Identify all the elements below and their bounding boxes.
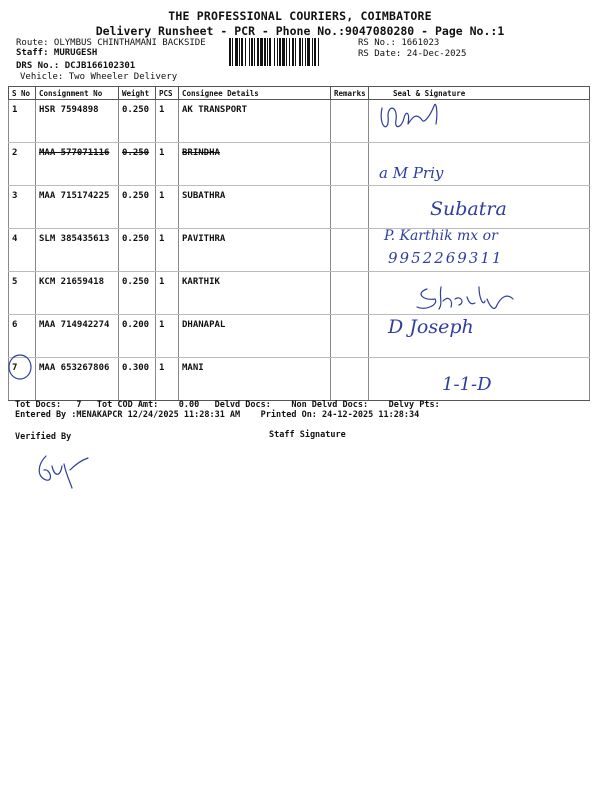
barcode-bar [277, 38, 278, 66]
cell-remarks [331, 358, 369, 401]
barcode-bar [292, 38, 294, 66]
col-weight: Weight [119, 87, 156, 100]
cell-sno: 5 [9, 272, 36, 315]
cell-sno: 3 [9, 186, 36, 229]
cell-pcs: 1 [156, 100, 179, 143]
cell-remarks [331, 229, 369, 272]
cell-sno: 4 [9, 229, 36, 272]
barcode-bar [289, 38, 290, 66]
cell-weight: 0.200 [119, 315, 156, 358]
cell-remarks [331, 143, 369, 186]
barcode-bar [282, 38, 285, 66]
staff-signature-label: Staff Signature [269, 430, 346, 440]
barcode-bar [299, 38, 301, 66]
table-header-row [9, 87, 590, 100]
cell-consignee: BRINDHA [179, 143, 331, 186]
cell-pcs: 1 [156, 186, 179, 229]
cell-weight: 0.250 [119, 186, 156, 229]
col-pcs: PCS [156, 87, 179, 100]
barcode-bar [295, 38, 296, 66]
cell-consignment: MAA 715174225 [36, 186, 119, 229]
handwriting-row3: Subatra [430, 198, 507, 220]
company-title: THE PROFESSIONAL COURIERS, COIMBATORE [168, 9, 432, 23]
barcode-bar [312, 38, 313, 66]
handwriting-row7: 1-1-D [442, 374, 492, 395]
cell-remarks [331, 315, 369, 358]
barcode-bar [302, 38, 303, 66]
barcode-bar [269, 38, 271, 66]
circle-mark-row7 [6, 352, 36, 382]
cell-sno: 6 [9, 315, 36, 358]
cell-consignment: SLM 385435613 [36, 229, 119, 272]
cell-sno: 7 [9, 358, 36, 401]
barcode-bar [305, 38, 306, 66]
vehicle-label: Vehicle: Two Wheeler Delivery [20, 72, 178, 82]
barcode-bar [286, 38, 287, 66]
barcode-bar [307, 38, 310, 66]
cell-remarks [331, 100, 369, 143]
table-row [9, 100, 590, 143]
rs-date: RS Date: 24-Dec-2025 [358, 49, 467, 59]
cell-consignment: KCM 21659418 [36, 272, 119, 315]
barcode [229, 38, 353, 66]
barcode-bar [267, 38, 268, 66]
verified-by-label: Verified By [15, 432, 72, 442]
col-signature: Seal & Signature [369, 87, 590, 100]
drs-number: DRS No.: DCJB166102301 [16, 61, 136, 71]
cell-remarks [331, 272, 369, 315]
table-row [9, 143, 590, 186]
cell-remarks [331, 186, 369, 229]
barcode-bar [279, 38, 281, 66]
handwriting-row4-name: P. Karthik mx or [384, 228, 498, 244]
rs-number: RS No.: 1661023 [358, 38, 440, 48]
cell-weight: 0.250 [119, 143, 156, 186]
entered-line: Entered By :MENAKAPCR 12/24/2025 11:28:31 AM Printed On: 24-12-2025 11:28:34 [15, 410, 420, 420]
col-sno: S No [9, 87, 36, 100]
handwriting-row4-phone: 9952269311 [388, 249, 504, 267]
runsheet-table [8, 86, 590, 401]
barcode-bar [257, 38, 259, 66]
barcode-bar [235, 38, 238, 66]
totals-line: Tot Docs: 7 Tot COD Amt: 0.00 Delvd Docs: Non Delvd Docs: Delvy Pts: [15, 400, 440, 410]
col-consignee: Consignee Details [179, 87, 331, 100]
barcode-bar [254, 38, 255, 66]
cell-consignee: MANI [179, 358, 331, 401]
cell-consignment: HSR 7594898 [36, 100, 119, 143]
cell-weight: 0.250 [119, 229, 156, 272]
signature-row1 [376, 98, 446, 138]
col-remarks: Remarks [331, 87, 369, 100]
cell-weight: 0.250 [119, 272, 156, 315]
barcode-bar [314, 38, 316, 66]
cell-consignee: AK TRANSPORT [179, 100, 331, 143]
cell-weight: 0.300 [119, 358, 156, 401]
cell-pcs: 1 [156, 315, 179, 358]
barcode-bar [264, 38, 266, 66]
verified-signature [30, 450, 100, 490]
cell-consignee: SUBATHRA [179, 186, 331, 229]
cell-pcs: 1 [156, 272, 179, 315]
handwriting-row6: D Joseph [388, 316, 474, 338]
signature-row5 [395, 283, 525, 318]
cell-consignment: MAA 577071116 [36, 143, 119, 186]
barcode-bar [239, 38, 240, 66]
barcode-bar [251, 38, 253, 66]
cell-sno: 2 [9, 143, 36, 186]
cell-weight: 0.250 [119, 100, 156, 143]
col-consignment: Consignment No [36, 87, 119, 100]
table-row [9, 315, 590, 358]
cell-consignee: DHANAPAL [179, 315, 331, 358]
route-label: Route: OLYMBUS CHINTHAMANI BACKSIDE [16, 38, 206, 48]
barcode-bar [245, 38, 246, 66]
barcode-bar [249, 38, 250, 66]
barcode-bar [318, 38, 319, 66]
barcode-bar [229, 38, 231, 66]
cell-pcs: 1 [156, 143, 179, 186]
barcode-bar [241, 38, 243, 66]
cell-sno: 1 [9, 100, 36, 143]
cell-pcs: 1 [156, 229, 179, 272]
runsheet-subtitle: Delivery Runsheet - PCR - Phone No.:9047080280 - Page No.:1 [95, 24, 505, 38]
cell-consignment: MAA 653267806 [36, 358, 119, 401]
staff-label: Staff: MURUGESH [16, 48, 98, 58]
cell-pcs: 1 [156, 358, 179, 401]
cell-consignment: MAA 714942274 [36, 315, 119, 358]
barcode-bar [232, 38, 233, 66]
cell-consignee: PAVITHRA [179, 229, 331, 272]
cell-consignee: KARTHIK [179, 272, 331, 315]
barcode-bar [274, 38, 275, 66]
table-row [9, 358, 590, 401]
barcode-bar [260, 38, 263, 66]
handwriting-row2: a M Priy [379, 164, 444, 182]
